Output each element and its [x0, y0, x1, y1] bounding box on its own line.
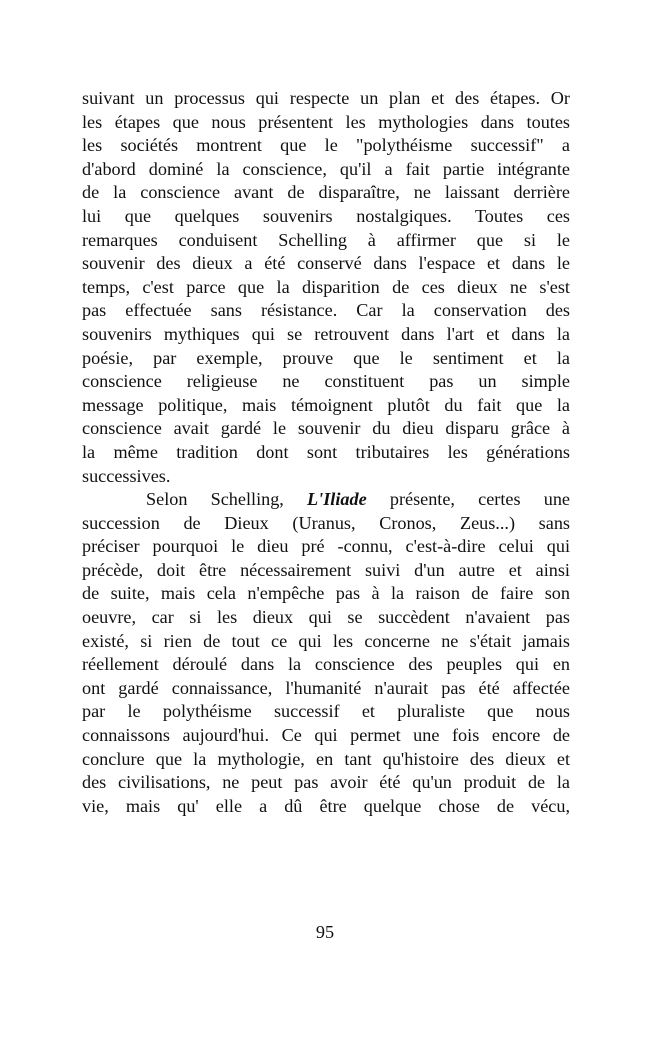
- page-number: 95: [315, 922, 335, 942]
- text-line: [82, 488, 570, 512]
- paragraph-1: [82, 87, 570, 488]
- text-line: des civilisations, ne peut pas avoir été qu'un produit de la: [82, 772, 570, 793]
- text-line: par le polythéisme successif et pluraliste que nous: [82, 701, 570, 722]
- paragraph-2: [82, 488, 570, 818]
- text-line: oeuvre, car si les dieux qui se succèdent n'avaient pas: [82, 607, 570, 628]
- text-line: souvenirs mythiques qui se retrouvent dans l'art et dans la: [82, 323, 570, 344]
- text-line: ont gardé connaissance, l'humanité n'aurait pas été affectée: [82, 677, 570, 698]
- text-line: existé, si rien de tout ce qui les concerne ne s'était jamais: [82, 630, 570, 651]
- text-line: message politique, mais témoignent plutôt du fait que la: [82, 394, 570, 415]
- text-line: vie, mais qu' elle a dû être quelque chose de vécu,: [82, 795, 570, 816]
- text-line: successives.: [82, 465, 171, 486]
- text-fragment: Selon Schelling,: [146, 489, 284, 510]
- text-line: suivant un processus qui respecte un plan et des étapes. Or: [82, 88, 570, 108]
- text-line: temps, c'est parce que la disparition de ces dieux ne s'est: [82, 276, 570, 297]
- text-line: lui que quelques souvenirs nostalgiques. Toutes ces: [82, 205, 570, 226]
- text-line: connaissons aujourd'hui. Ce qui permet une fois encore de: [82, 725, 570, 746]
- text-line: de suite, mais cela n'empêche pas à la raison de faire son: [82, 583, 570, 604]
- text-line: remarques conduisent Schelling à affirmer que si le: [82, 229, 570, 250]
- text-line: précède, doit être nécessairement suivi d'un autre et ainsi: [82, 559, 570, 580]
- text-line: conscience avait gardé le souvenir du dieu disparu grâce à: [82, 418, 570, 439]
- text-line: succession de Dieux (Uranus, Cronos, Zeus...) sans: [82, 512, 570, 533]
- text-line: la même tradition dont sont tributaires les générations: [82, 441, 570, 462]
- text-line: de la conscience avant de disparaître, ne laissant derrière: [82, 182, 570, 203]
- text-line: conclure que la mythologie, en tant qu'histoire des dieux et: [82, 748, 570, 769]
- body-text: [82, 87, 570, 818]
- text-fragment: présente, certes une: [389, 489, 571, 510]
- text-line: pas effectuée sans résistance. Car la conservation des: [82, 300, 570, 321]
- text-line: souvenir des dieux a été conservé dans l'espace et dans le: [82, 253, 570, 274]
- text-line: poésie, par exemple, prouve que le sentiment et la: [82, 347, 570, 368]
- text-line: réellement déroulé dans la conscience des peuples qui en: [82, 654, 570, 675]
- book-title: L'Iliade: [307, 489, 367, 510]
- text-line: les étapes que nous présentent les mythologies dans toutes: [82, 111, 570, 132]
- text-line: d'abord dominé la conscience, qu'il a fait partie intégrante: [82, 158, 570, 179]
- text-line: conscience religieuse ne constituent pas un simple: [82, 371, 570, 392]
- text-line: les sociétés montrent que le "polythéisme successif" a: [82, 135, 570, 156]
- text-line: préciser pourquoi le dieu pré -connu, c'est-à-dire celui qui: [82, 536, 570, 557]
